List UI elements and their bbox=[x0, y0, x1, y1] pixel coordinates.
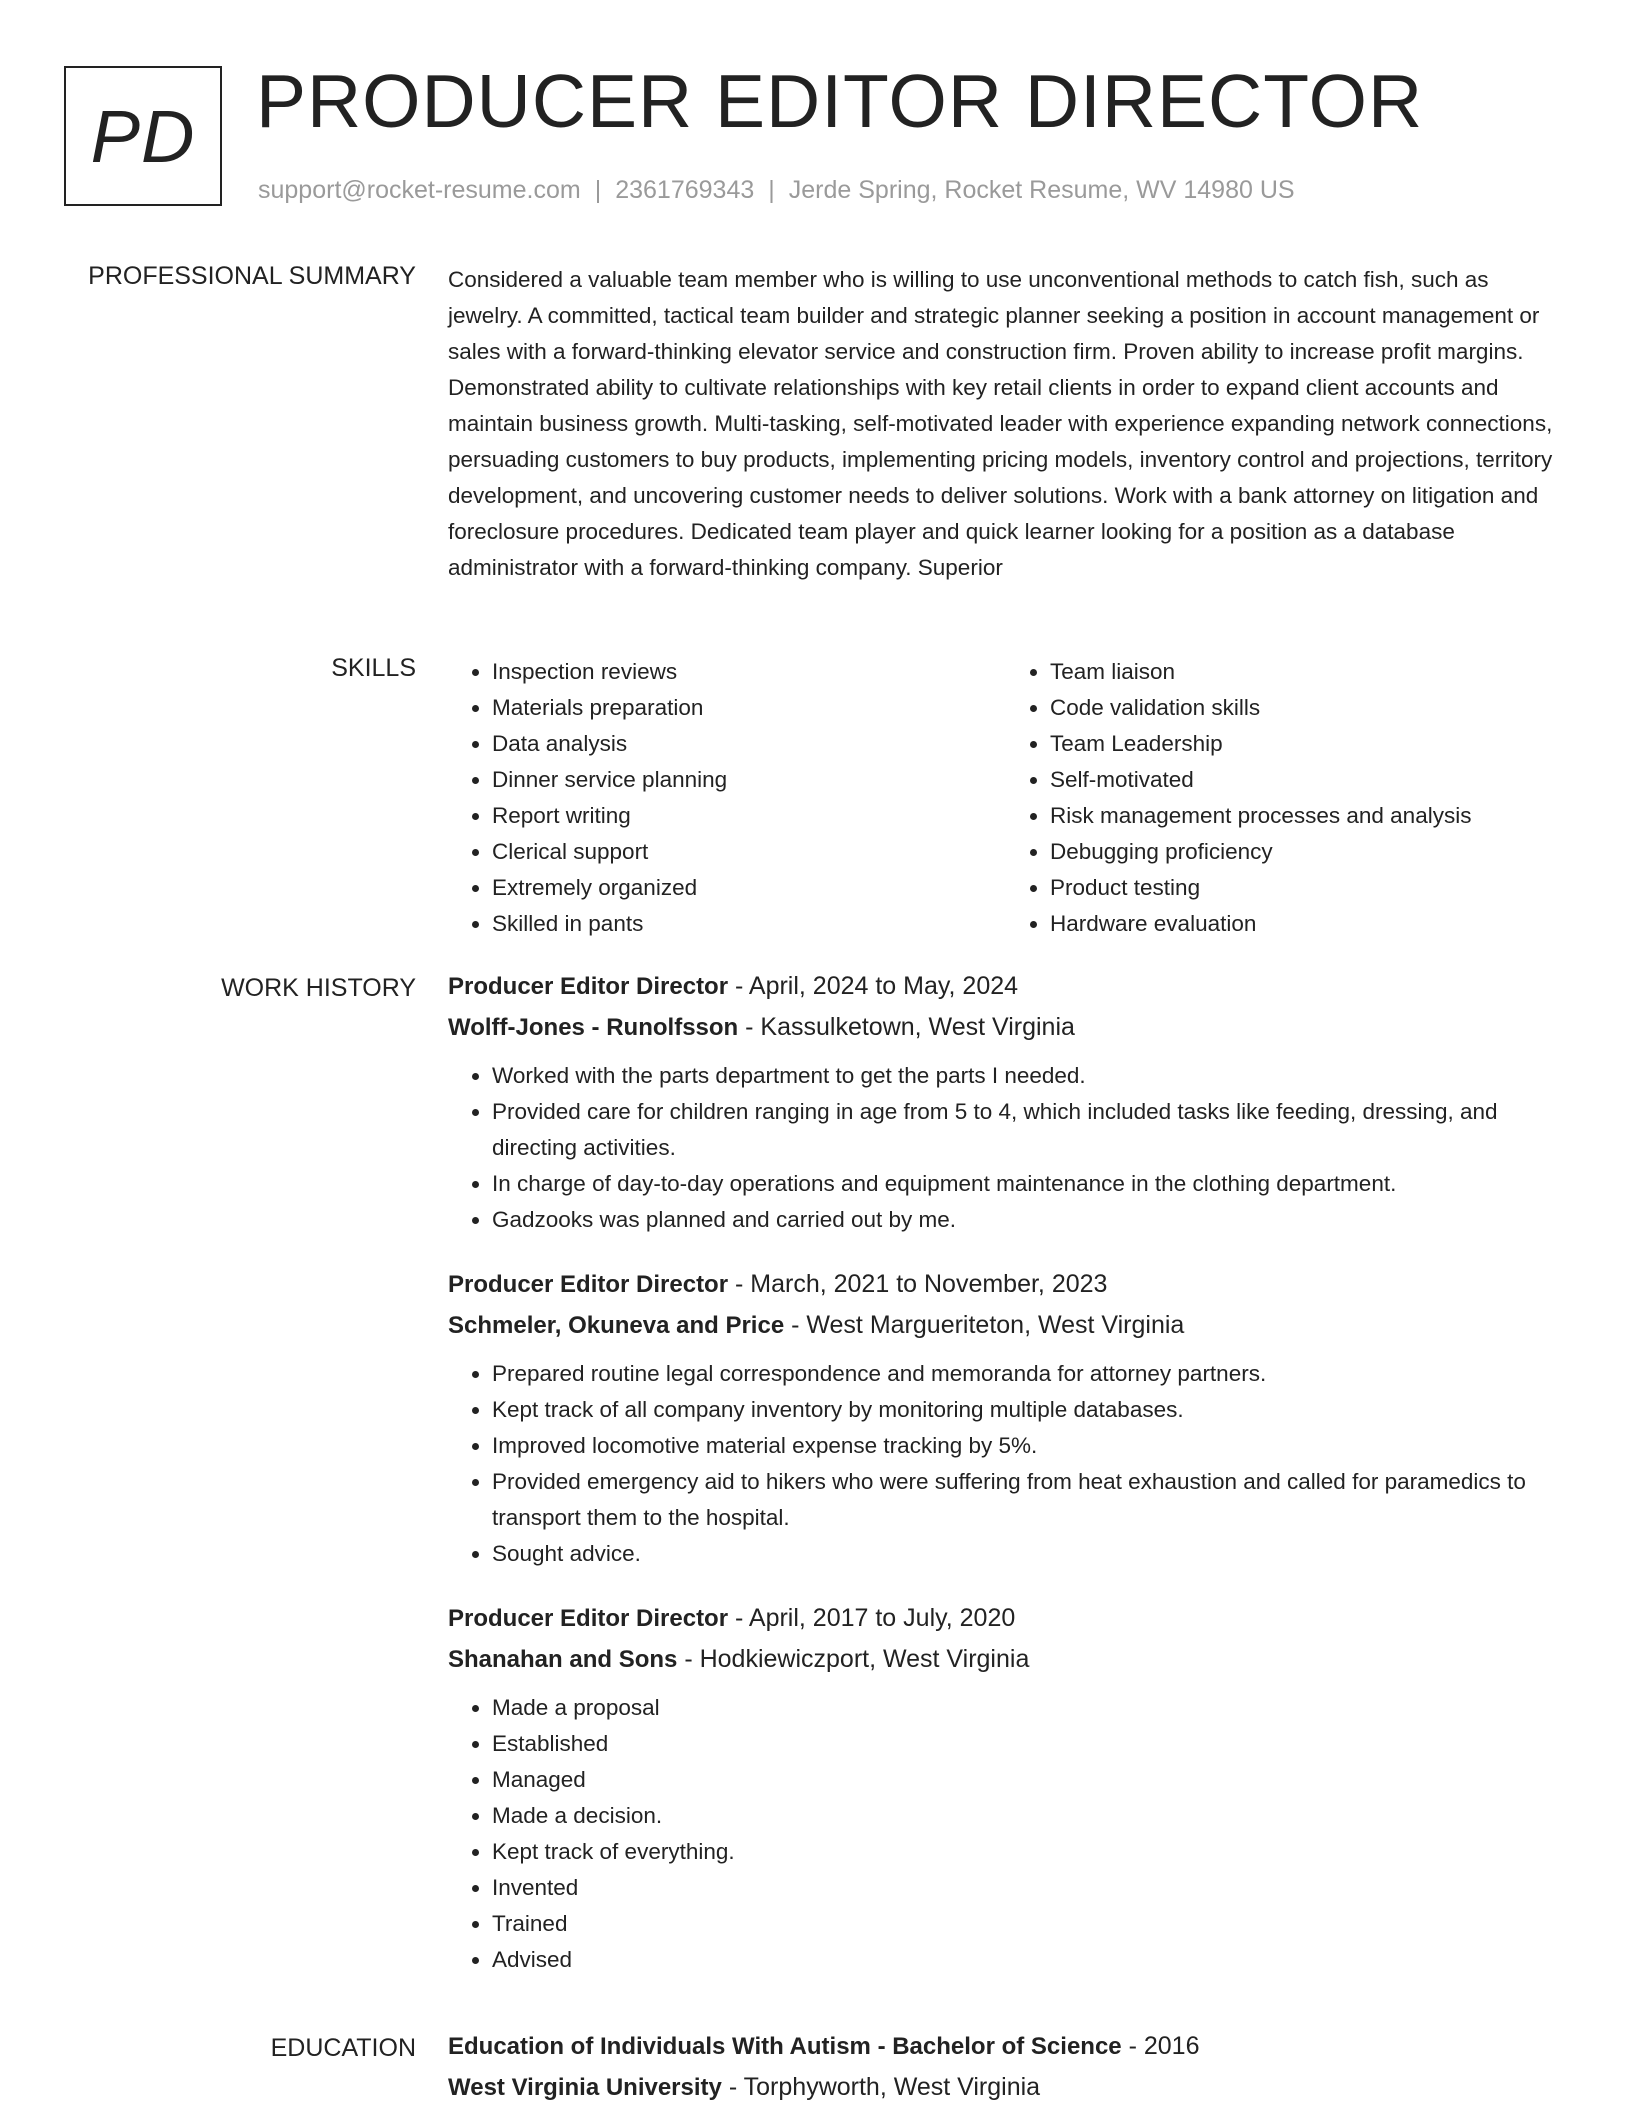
job-bullet: • Advised bbox=[492, 1942, 1564, 1978]
job-bullet: • Improved locomotive material expense tracking by 5%. bbox=[492, 1428, 1564, 1464]
skill-item: • Debugging proficiency bbox=[1050, 834, 1564, 870]
contact-phone: 2361769343 bbox=[615, 176, 755, 204]
job-bullet: • Trained bbox=[492, 1906, 1564, 1942]
job-bullet: • Gadzooks was planned and carried out by me. bbox=[492, 1202, 1564, 1238]
job-location: - Hodkiewiczport, West Virginia bbox=[677, 1645, 1030, 1673]
job-bullet: • Prepared routine legal correspondence and memoranda for attorney partners. bbox=[492, 1356, 1564, 1392]
job-company-line bbox=[448, 1305, 1564, 1346]
work-history-heading: WORK HISTORY bbox=[221, 974, 416, 1002]
contact-email: support@rocket-resume.com bbox=[258, 176, 581, 204]
job-title-line bbox=[448, 1264, 1564, 1305]
job-dates: - April, 2024 to May, 2024 bbox=[728, 972, 1019, 1000]
job-bullet: • Managed bbox=[492, 1762, 1564, 1798]
job-bullets bbox=[448, 1690, 1564, 1978]
skill-item: • Clerical support bbox=[492, 834, 1006, 870]
job-title: Producer Editor Director bbox=[448, 973, 729, 1000]
job-entry bbox=[448, 966, 1564, 1238]
job-bullet: • Made a proposal bbox=[492, 1690, 1564, 1726]
skill-item: • Risk management processes and analysis bbox=[1050, 798, 1564, 834]
monogram-initials: PD bbox=[64, 66, 222, 206]
skills-heading: SKILLS bbox=[331, 654, 416, 682]
job-company-line bbox=[448, 1007, 1564, 1048]
skill-item: • Extremely organized bbox=[492, 870, 1006, 906]
summary-body bbox=[448, 262, 1564, 586]
job-dates: - April, 2017 to July, 2020 bbox=[728, 1604, 1016, 1632]
job-bullet: • Made a decision. bbox=[492, 1798, 1564, 1834]
skill-item: • Team Leadership bbox=[1050, 726, 1564, 762]
skills-list-right bbox=[1006, 654, 1564, 942]
skill-item: • Team liaison bbox=[1050, 654, 1564, 690]
skill-item: • Skilled in pants bbox=[492, 906, 1006, 942]
skill-item: • Product testing bbox=[1050, 870, 1564, 906]
job-bullet: • Provided care for children ranging in age from 5 to 4, which included tasks like feeding, dressing, and directing activities. bbox=[492, 1094, 1564, 1166]
candidate-name: PRODUCER EDITOR DIRECTOR bbox=[256, 59, 1424, 143]
contact-separator: | bbox=[768, 176, 775, 204]
job-company: Schmeler, Okuneva and Price bbox=[448, 1312, 785, 1339]
education-school: West Virginia University bbox=[448, 2074, 722, 2101]
skills-list-left bbox=[448, 654, 1006, 942]
job-dates: - March, 2021 to November, 2023 bbox=[728, 1270, 1108, 1298]
skill-item: • Materials preparation bbox=[492, 690, 1006, 726]
skill-item: • Code validation skills bbox=[1050, 690, 1564, 726]
job-bullet: • In charge of day-to-day operations and equipment maintenance in the clothing department. bbox=[492, 1166, 1564, 1202]
education-heading: EDUCATION bbox=[270, 2034, 416, 2062]
education-degree: Education of Individuals With Autism - Bachelor of Science bbox=[448, 2033, 1122, 2060]
skill-item: • Data analysis bbox=[492, 726, 1006, 762]
summary-text: Considered a valuable team member who is willing to use unconventional methods to catch fish, such as jewelry. A committed, tactical team builder and strategic planner seeking a position in account management or sales with a forward-thinking elevator service and construction firm. Proven ability to increase profit margins. Demonstrated ability to cultivate relationships with key retail clients in order to expand client accounts and maintain business growth. Multi-tasking, self-motivated leader with experience expanding network connections, persuading customers to buy products, implementing pricing models, inventory control and projections, territory development, and uncovering customer needs to deliver solutions. Work with a bank attorney on litigation and foreclosure procedures. Dedicated team player and quick learner looking for a position as a database administrator with a forward-thinking company. Superior bbox=[448, 267, 1553, 580]
job-bullets bbox=[448, 1058, 1564, 1238]
contact-separator: | bbox=[594, 176, 602, 204]
job-bullet: • Kept track of all company inventory by monitoring multiple databases. bbox=[492, 1392, 1564, 1428]
job-title-line bbox=[448, 1598, 1564, 1639]
job-title: Producer Editor Director bbox=[448, 1271, 729, 1298]
job-title: Producer Editor Director bbox=[448, 1605, 729, 1632]
job-company: Wolff-Jones - Runolfsson bbox=[448, 1014, 739, 1041]
job-bullet: • Worked with the parts department to get the parts I needed. bbox=[492, 1058, 1564, 1094]
education-school-line bbox=[448, 2067, 1564, 2108]
skill-item: • Dinner service planning bbox=[492, 762, 1006, 798]
work-history-body bbox=[448, 966, 1564, 2004]
education-degree-line bbox=[448, 2026, 1564, 2067]
job-entry bbox=[448, 1264, 1564, 1572]
job-bullet: • Provided emergency aid to hikers who were suffering from heat exhaustion and called for paramedics to transport them to the hospital. bbox=[492, 1464, 1564, 1536]
contact-address: Jerde Spring, Rocket Resume, WV 14980 US bbox=[788, 176, 1295, 204]
education-body bbox=[448, 2026, 1564, 2108]
skills-body bbox=[448, 654, 1564, 942]
job-bullet: • Established bbox=[492, 1726, 1564, 1762]
job-bullets bbox=[448, 1356, 1564, 1572]
job-title-line bbox=[448, 966, 1564, 1007]
education-year: - 2016 bbox=[1121, 2032, 1200, 2060]
job-bullet: • Kept track of everything. bbox=[492, 1834, 1564, 1870]
skill-item: • Inspection reviews bbox=[492, 654, 1006, 690]
job-bullet: • Sought advice. bbox=[492, 1536, 1564, 1572]
contact-line bbox=[258, 176, 1295, 205]
job-location: - West Margueriteton, West Virginia bbox=[784, 1311, 1185, 1339]
skill-item: • Hardware evaluation bbox=[1050, 906, 1564, 942]
job-entry bbox=[448, 1598, 1564, 1978]
education-location: - Torphyworth, West Virginia bbox=[721, 2073, 1041, 2101]
job-location: - Kassulketown, West Virginia bbox=[738, 1013, 1075, 1041]
job-company: Shanahan and Sons bbox=[448, 1646, 678, 1673]
skill-item: • Self-motivated bbox=[1050, 762, 1564, 798]
skill-item: • Report writing bbox=[492, 798, 1006, 834]
job-bullet: • Invented bbox=[492, 1870, 1564, 1906]
job-company-line bbox=[448, 1639, 1564, 1680]
summary-heading: PROFESSIONAL SUMMARY bbox=[88, 262, 416, 290]
